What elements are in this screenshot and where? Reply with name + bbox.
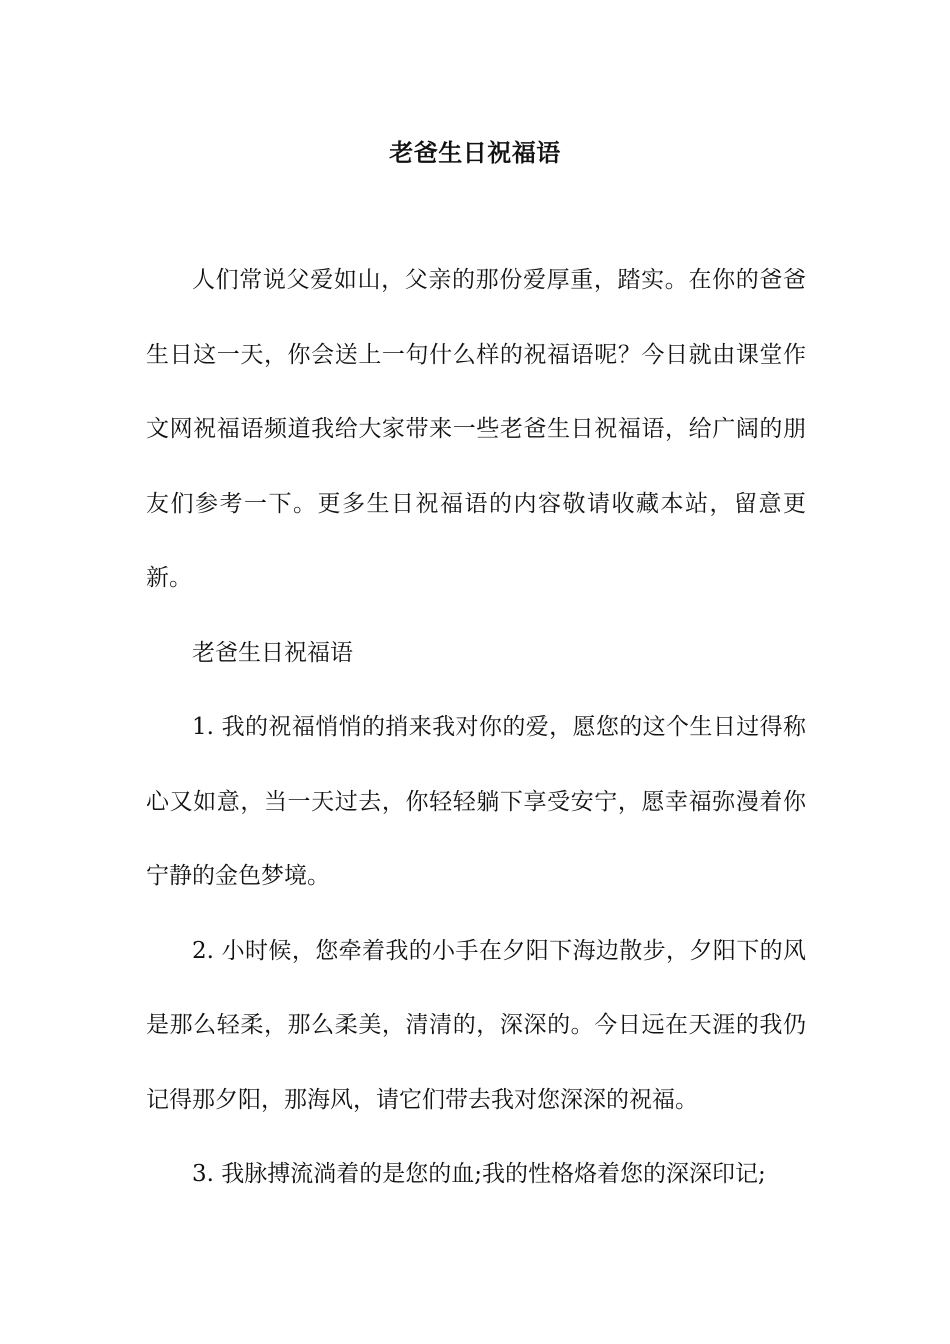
section-heading: 老爸生日祝福语: [192, 639, 353, 666]
wish-item-1: 1. 我的祝福悄悄的捎来我对你的爱，愿您的这个生日过得称心又如意，当一天过去，你轻轻躺下享受安宁，愿幸福弥漫着你宁静的金色梦境。: [146, 714, 806, 889]
intro-paragraph: 人们常说父爱如山，父亲的那份爱厚重，踏实。在你的爸爸生日这一天，你会送上一句什么样的祝福语呢？今日就由课堂作文网祝福语频道我给大家带来一些老爸生日祝福语，给广阔的朋友们参考一下。更多生日祝福语的内容敬请收藏本站，留意更新。: [146, 267, 806, 591]
document-title: 老爸生日祝福语: [389, 138, 561, 167]
document-body: [146, 243, 806, 1212]
wish-item-3: 3. 我脉搏流淌着的是您的血;我的性格烙着您的深深印记;: [192, 1161, 766, 1187]
wish-item-2: 2. 小时候，您牵着我的小手在夕阳下海边散步，夕阳下的风是那么轻柔，那么柔美，清清的，深深的。今日远在天涯的我仍记得那夕阳，那海风，请它们带去我对您深深的祝福。: [146, 937, 806, 1113]
